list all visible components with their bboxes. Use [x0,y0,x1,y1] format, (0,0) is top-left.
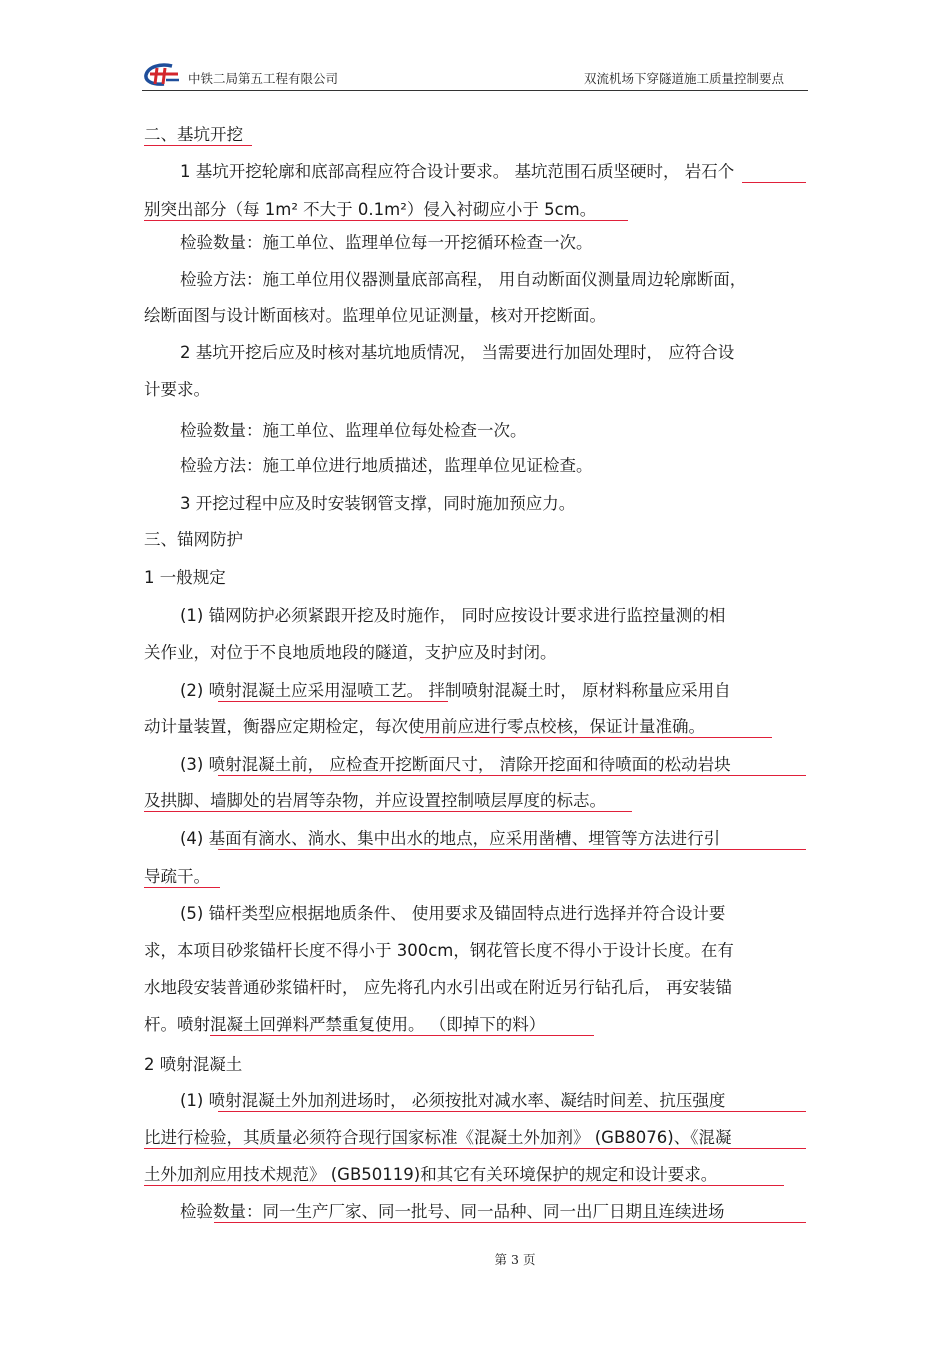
paragraph-line: 检验方法：施工单位用仪器测量底部高程， 用自动断面仪测量周边轮廓断面， [180,270,747,289]
paragraph-line: 检验数量：施工单位、监理单位每处检查一次。 [180,421,527,440]
crec-logo-icon [142,62,182,88]
page-header [142,62,808,92]
company-name: 中铁二局第五工程有限公司 [188,71,339,86]
red-underline [210,1035,594,1036]
paragraph-line: (3) 喷射混凝土前， 应检查开挖断面尺寸， 清除开挖面和待喷面的松动岩块 [180,755,731,774]
red-underline [144,811,632,812]
red-underline [218,1111,806,1112]
red-underline [144,1148,806,1149]
red-underline [144,887,220,888]
section-heading: 二、基坑开挖 [144,125,243,144]
paragraph-line: (2) 喷射混凝土应采用湿喷工艺。 拌制喷射混凝土时， 原材料称量应采用自 [180,681,731,700]
document-title: 双流机场下穿隧道施工质量控制要点 [583,71,784,86]
paragraph-line: 别突出部分（每 1m² 不大于 0.1m²）侵入衬砌应小于 5cm。 [144,200,597,219]
paragraph-line: 关作业，对位于不良地质地段的隧道，支护应及时封闭。 [144,643,557,662]
paragraph-line: (1) 喷射混凝土外加剂进场时， 必须按批对减水率、凝结时间差、抗压强度 [180,1091,726,1110]
paragraph-line: 导疏干。 [144,867,210,886]
red-underline [420,737,772,738]
subsection-heading: 2 喷射混凝土 [144,1055,243,1074]
paragraph-line: 绘断面图与设计断面核对。监理单位见证测量，核对开挖断面。 [144,306,606,325]
paragraph-line: (1) 锚网防护必须紧跟开挖及时施作， 同时应按设计要求进行监控量测的相 [180,606,726,625]
red-underline [214,1222,806,1223]
paragraph-line: 3 开挖过程中应及时安装钢管支撑，同时施加预应力。 [180,494,576,513]
paragraph-line: 检验方法：施工单位进行地质描述，监理单位见证检查。 [180,456,593,475]
red-underline [218,775,806,776]
red-underline [144,220,628,221]
red-underline [144,145,252,146]
section-heading: 三、锚网防护 [144,530,243,549]
paragraph-line: 土外加剂应用技术规范》 (GB50119)和其它有关环境保护的规定和设计要求。 [144,1165,718,1184]
paragraph-line: 计要求。 [144,380,210,399]
paragraph-line: 水地段安装普通砂浆锚杆时， 应先将孔内水引出或在附近另行钻孔后， 再安装锚 [144,978,732,997]
red-underline [742,182,806,183]
paragraph-line: 求，本项目砂浆锚杆长度不得小于 300cm，钢花管长度不得小于设计长度。在有 [144,941,734,960]
paragraph-line: 及拱脚、墙脚处的岩屑等杂物，并应设置控制喷层厚度的标志。 [144,791,606,810]
paragraph-line: 1 基坑开挖轮廓和底部高程应符合设计要求。 基坑范围石质坚硬时， 岩石个 [180,162,735,181]
paragraph-line: 杆。喷射混凝土回弹料严禁重复使用。 （即掉下的料） [144,1015,546,1034]
paragraph-line: 比进行检验，其质量必须符合现行国家标准《混凝土外加剂》 (GB8076)、《混凝 [144,1128,732,1147]
paragraph-line: 2 基坑开挖后应及时核对基坑地质情况， 当需要进行加固处理时， 应符合设 [180,343,735,362]
red-underline [218,701,448,702]
page-number: 第 3 页 [494,1252,536,1267]
red-underline [218,849,806,850]
red-underline [144,1185,784,1186]
paragraph-line: 检验数量：同一生产厂家、同一批号、同一品种、同一出厂日期且连续进场 [180,1202,725,1221]
subsection-heading: 1 一般规定 [144,568,226,587]
paragraph-line: 动计量装置，衡器应定期检定，每次使用前应进行零点校核，保证计量准确。 [144,717,705,736]
paragraph-line: 检验数量：施工单位、监理单位每一开挖循环检查一次。 [180,233,593,252]
header-rule [142,90,808,91]
paragraph-line: (4) 基面有滴水、淌水、集中出水的地点，应采用凿槽、埋管等方法进行引 [180,829,721,848]
paragraph-line: (5) 锚杆类型应根据地质条件、 使用要求及锚固特点进行选择并符合设计要 [180,904,726,923]
